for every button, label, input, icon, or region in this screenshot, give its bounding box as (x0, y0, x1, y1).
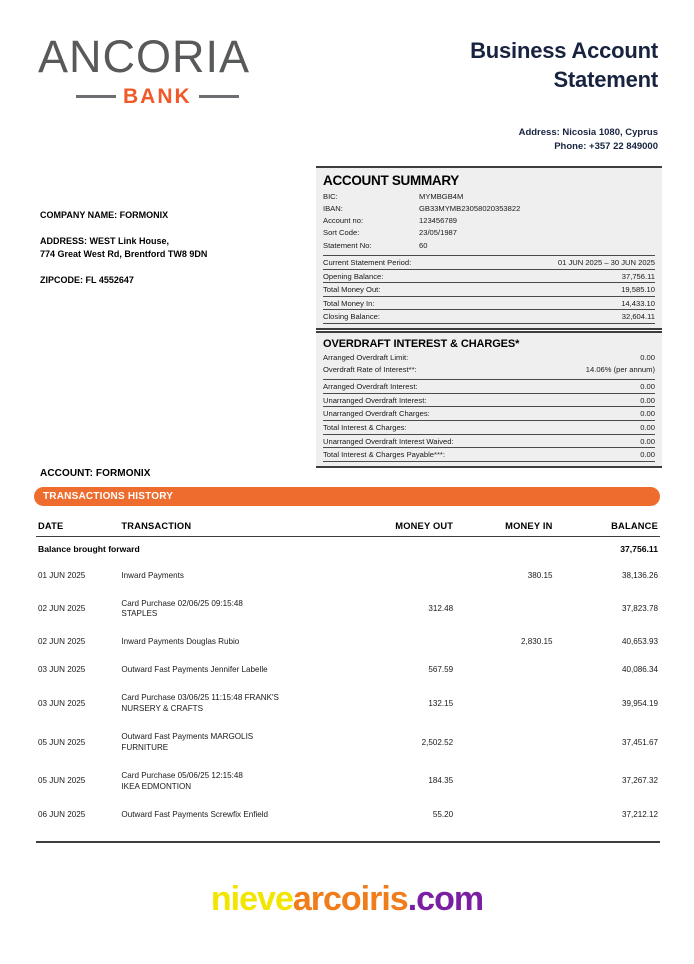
table-row (36, 562, 660, 590)
customer-address-line2: 774 Great West Rd, Brentford TW8 9DN (40, 249, 208, 260)
summary-ruled-row (323, 282, 655, 296)
transaction-description: Card Purchase 02/06/25 09:15:48 STAPLES (121, 598, 243, 619)
summary-ruled-row-label: Total Money In: (323, 298, 375, 308)
transaction-money-out: 567.59 (428, 665, 454, 675)
summary-ruled-row-value: 14,433.10 (621, 298, 655, 308)
summary-ruled-row (323, 269, 655, 283)
customer-name-group (40, 209, 290, 222)
table-row (36, 656, 660, 684)
column-header-money-out: MONEY OUT (395, 521, 454, 531)
transaction-money-out (350, 628, 453, 656)
transaction-description: Inward Payments (121, 570, 184, 580)
transaction-money-out: 55.20 (432, 809, 454, 819)
bank-logo-wordmark: ANCORIA (38, 31, 251, 82)
customer-zipcode-group (40, 274, 290, 287)
summary-ruled-row (323, 296, 655, 310)
brought-forward-label: Balance brought forward (38, 544, 140, 554)
transaction-money-in (453, 723, 552, 762)
brought-forward-balance: 37,756.11 (620, 544, 658, 554)
document-title-line2: Statement (553, 67, 658, 93)
customer-name: COMPANY NAME: FORMONIX (40, 210, 169, 220)
summary-ruled-row-value: 0.00 (640, 395, 655, 405)
table-row (36, 801, 660, 829)
transaction-date: 05 JUN 2025 (38, 737, 86, 747)
transaction-description: Outward Fast Payments MARGOLIS FURNITURE (121, 732, 254, 752)
summary-ruled-row-value: 0.00 (640, 382, 655, 392)
watermark-part-2: arcoiris (292, 880, 408, 918)
transaction-balance: 37,267.32 (621, 776, 658, 786)
summary-ruled-row-label: Total Interest & Charges Payable***: (323, 450, 445, 460)
summary-field-value: 60 (419, 240, 428, 250)
account-summary-rows (323, 255, 655, 324)
logo-rule-right (199, 95, 239, 98)
customer-details (40, 209, 290, 287)
summary-ruled-row-value: 0.00 (640, 423, 655, 433)
transaction-date: 06 JUN 2025 (38, 809, 86, 819)
account-name-line: ACCOUNT: FORMONIX (40, 468, 151, 479)
transaction-balance: 37,212.12 (621, 809, 658, 819)
transaction-money-in (453, 684, 552, 723)
bank-contact-details (338, 126, 658, 155)
summary-field-label: BIC: (323, 191, 338, 201)
summary-ruled-row-label: Unarranged Overdraft Interest Waived: (323, 436, 454, 446)
transaction-date: 05 JUN 2025 (38, 776, 86, 786)
summary-ruled-row-value: 0.00 (640, 450, 655, 460)
transaction-balance: 40,086.34 (621, 665, 658, 675)
transaction-description: Outward Fast Payments Screwfix Enfield (121, 809, 269, 819)
document-title-line1: Business Account (470, 38, 658, 63)
column-header-date: DATE (38, 521, 64, 531)
transaction-money-out: 312.48 (428, 603, 454, 613)
transactions-table (36, 521, 660, 829)
transactions-table-head (36, 521, 660, 537)
watermark-part-1: nieve (210, 880, 293, 918)
balance-brought-forward-row (36, 537, 660, 562)
summary-field-label: Account no: (323, 216, 364, 226)
transaction-description: Card Purchase 05/06/25 12:15:48 IKEA EDMONTION (121, 770, 243, 791)
summary-ruled-row (323, 393, 655, 407)
transaction-money-out: 2,502.52 (421, 737, 454, 747)
document-title (358, 36, 658, 94)
summary-field-value: 123456789 (419, 216, 458, 226)
table-row (36, 762, 660, 801)
overdraft-field (323, 364, 655, 376)
table-row (36, 723, 660, 762)
logo-rule-left (76, 95, 116, 98)
transaction-money-in: 2,830.15 (521, 637, 553, 647)
account-summary-fields (323, 191, 655, 252)
summary-field-value: MYMBGB4M (419, 191, 464, 201)
summary-ruled-row-value: 01 JUN 2025 – 30 JUN 2025 (557, 258, 655, 267)
account-summary-box (316, 166, 662, 330)
transactions-header-row (36, 521, 660, 537)
summary-ruled-row (323, 447, 655, 462)
summary-ruled-row-label: Arranged Overdraft Interest: (323, 382, 418, 392)
summary-ruled-row-label: Total Interest & Charges: (323, 423, 407, 433)
transaction-money-in (453, 801, 552, 829)
summary-field (323, 215, 655, 227)
summary-ruled-row-value: 0.00 (640, 436, 655, 446)
column-header-transaction: TRANSACTION (121, 521, 192, 531)
transaction-money-out: 132.15 (428, 698, 454, 708)
summary-field-label: Sort Code: (323, 228, 360, 238)
transaction-balance: 38,136.26 (621, 570, 658, 580)
summary-field (323, 240, 655, 252)
summary-ruled-row (323, 406, 655, 420)
transaction-description: Inward Payments Douglas Rubio (121, 637, 240, 647)
summary-ruled-row-label: Closing Balance: (323, 312, 380, 322)
overdraft-title: OVERDRAFT INTEREST & CHARGES* (323, 338, 520, 350)
summary-ruled-row-value: 0.00 (640, 409, 655, 419)
summary-field-value: GB33MYMB23058020353822 (419, 203, 521, 213)
watermark-part-3: .com (407, 880, 484, 918)
summary-ruled-row-value: 32,604.11 (621, 312, 655, 322)
table-row (36, 590, 660, 629)
transaction-description: Card Purchase 03/06/25 11:15:48 FRANK'S NURSERY & CRAFTS (121, 693, 279, 714)
transactions-table-body (36, 537, 660, 829)
transaction-balance: 39,954.19 (621, 698, 658, 708)
summary-ruled-row (323, 379, 655, 393)
transaction-date: 02 JUN 2025 (38, 637, 86, 647)
summary-field-label: IBAN: (323, 203, 343, 213)
summary-field-label: Statement No: (323, 240, 372, 250)
summary-ruled-row-label: Unarranged Overdraft Interest: (323, 395, 427, 405)
summary-field-value: 23/05/1987 (419, 228, 458, 238)
overdraft-field-label: Arranged Overdraft Limit: (323, 352, 409, 362)
summary-ruled-row-label: Unarranged Overdraft Charges: (323, 409, 430, 419)
bank-address: Address: Nicosia 1080, Cyprus (518, 127, 658, 138)
column-header-money-in: MONEY IN (505, 521, 553, 531)
summary-ruled-row-label: Current Statement Period: (323, 258, 412, 267)
transaction-date: 03 JUN 2025 (38, 665, 86, 675)
summary-ruled-row (323, 255, 655, 269)
transactions-history-banner-label: TRANSACTIONS HISTORY (43, 490, 174, 502)
overdraft-rows (323, 379, 655, 462)
transaction-date: 01 JUN 2025 (38, 570, 86, 580)
transaction-money-in (453, 762, 552, 801)
summary-ruled-row (323, 309, 655, 324)
customer-zipcode: ZIPCODE: FL 4552647 (40, 275, 134, 286)
overdraft-field-label: Overdraft Rate of Interest**: (323, 364, 417, 374)
transaction-balance: 37,451.67 (621, 737, 658, 747)
bank-phone: Phone: +357 22 849000 (554, 141, 658, 153)
site-watermark (0, 882, 694, 916)
transaction-money-out: 184.35 (428, 776, 454, 786)
overdraft-field (323, 352, 655, 364)
overdraft-field-value: 14.06% (per annum) (585, 364, 655, 374)
account-summary-title: ACCOUNT SUMMARY (323, 173, 459, 188)
transaction-date: 03 JUN 2025 (38, 698, 86, 708)
summary-ruled-row (323, 434, 655, 448)
transaction-description: Outward Fast Payments Jennifer Labelle (121, 665, 268, 675)
bank-logo-subline (38, 86, 298, 107)
customer-address-line1: ADDRESS: WEST Link House, (40, 236, 170, 247)
transaction-balance: 40,653.93 (621, 637, 658, 647)
transaction-money-out (350, 562, 453, 590)
transaction-money-in (453, 656, 552, 684)
transaction-date: 02 JUN 2025 (38, 603, 86, 613)
transaction-money-in: 380.15 (527, 570, 553, 580)
transaction-balance: 37,823.78 (621, 603, 658, 613)
table-row (36, 684, 660, 723)
summary-ruled-row-value: 37,756.11 (621, 271, 655, 281)
summary-field (323, 203, 655, 215)
table-row (36, 628, 660, 656)
bank-logo (38, 31, 298, 108)
summary-ruled-row-label: Opening Balance: (323, 271, 384, 281)
summary-ruled-row-value: 19,585.10 (621, 285, 655, 295)
customer-address-group (40, 235, 290, 261)
summary-ruled-row-label: Total Money Out: (323, 285, 381, 295)
transactions-history-banner (34, 487, 660, 506)
overdraft-box (316, 331, 662, 468)
transaction-money-in (453, 590, 552, 629)
overdraft-plain-rows (323, 352, 655, 377)
summary-field (323, 227, 655, 239)
column-header-balance: BALANCE (611, 521, 658, 531)
summary-field (323, 191, 655, 203)
transactions-table-bottom-rule (36, 841, 660, 843)
bank-logo-bank-text: BANK (123, 85, 192, 108)
overdraft-field-value: 0.00 (640, 352, 655, 362)
summary-ruled-row (323, 420, 655, 434)
